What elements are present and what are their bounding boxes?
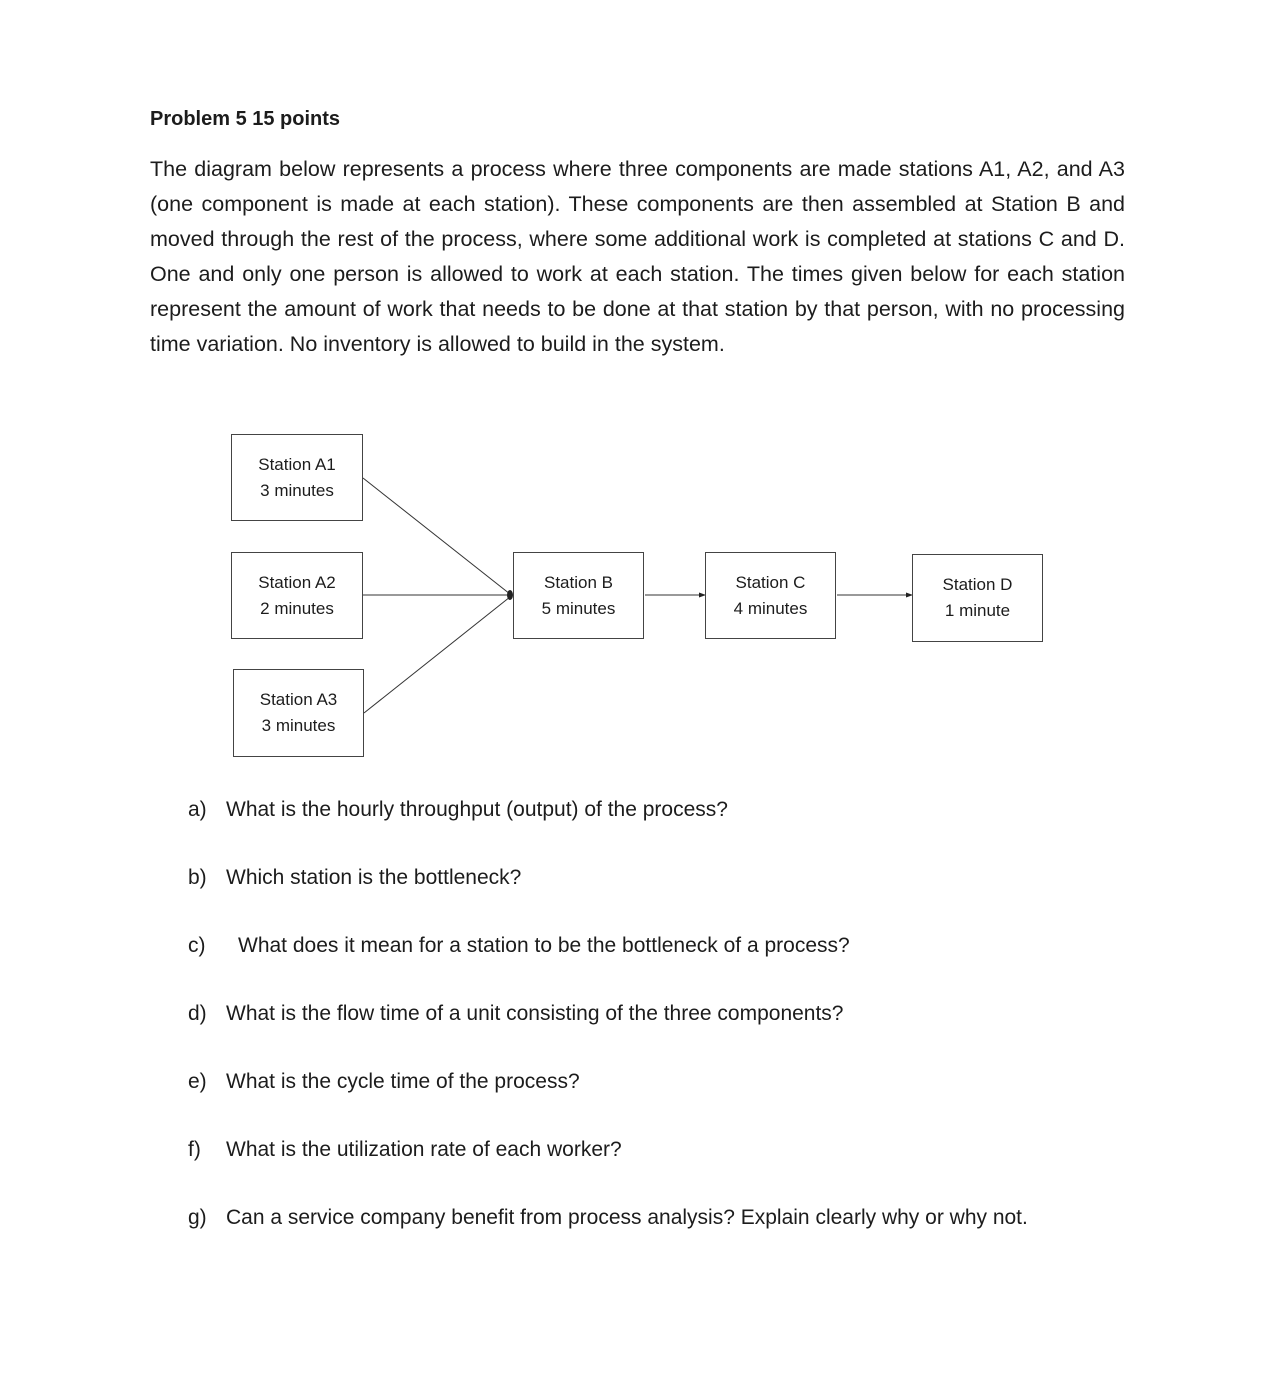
station-a2-box [231, 552, 363, 639]
station-name: Station A3 [259, 690, 338, 709]
question-label: b) [188, 866, 207, 889]
station-time: 4 minutes [733, 598, 808, 618]
question-label: e) [188, 1070, 207, 1093]
question-label: g) [188, 1206, 207, 1229]
question-b [188, 866, 521, 890]
station-c-box [705, 552, 836, 639]
question-text: What does it mean for a station to be the bottleneck of a process? [238, 934, 850, 957]
question-f [188, 1138, 622, 1162]
question-label: f) [188, 1138, 201, 1161]
question-d [188, 1002, 844, 1026]
station-name: Station B [544, 572, 613, 592]
station-a1-box [231, 434, 363, 521]
station-name: Station D [942, 575, 1013, 594]
question-text: What is the flow time of a unit consisting of the three components? [226, 1002, 844, 1025]
station-time: 2 minutes [260, 598, 334, 618]
edge-a3-b [364, 597, 510, 713]
station-b-box [513, 552, 644, 639]
station-time: 1 minute [944, 601, 1011, 620]
question-c [188, 934, 850, 958]
question-text: Which station is the bottleneck? [226, 866, 522, 889]
question-label: c) [188, 934, 206, 957]
station-name: Station A1 [258, 454, 336, 474]
question-text: What is the hourly throughput (output) of the process? [226, 798, 728, 821]
intro-paragraph: The diagram below represents a process where three components are made stations A1, A2, and A3 (one component is made at each station). These components are then assembled at Station B and moved through the rest of the process, where some additional work is completed at stations C and D. One and only one person is allowed to work at each station. The times given below for each station represent the amount of work that needs to be done at that station by that person, with no processing time variation. No inventory is allowed to build in the system. [150, 157, 1125, 356]
station-a3-box [233, 669, 364, 757]
problem-title: Problem 5 15 points [150, 108, 341, 130]
question-label: d) [188, 1002, 207, 1025]
question-g [188, 1206, 1028, 1230]
question-e [188, 1070, 580, 1094]
station-time: 3 minutes [261, 716, 336, 735]
station-d-box [912, 554, 1043, 642]
question-a [188, 798, 728, 822]
question-text: What is the cycle time of the process? [226, 1070, 580, 1093]
station-name: Station C [735, 572, 806, 592]
edge-a1-b [363, 478, 510, 594]
question-text: Can a service company benefit from process analysis? Explain clearly why or why not. [226, 1206, 1028, 1229]
station-time: 5 minutes [541, 598, 616, 618]
station-time: 3 minutes [260, 480, 334, 500]
question-text: What is the utilization rate of each worker? [226, 1138, 622, 1161]
question-label: a) [188, 798, 207, 821]
station-name: Station A2 [258, 572, 336, 592]
